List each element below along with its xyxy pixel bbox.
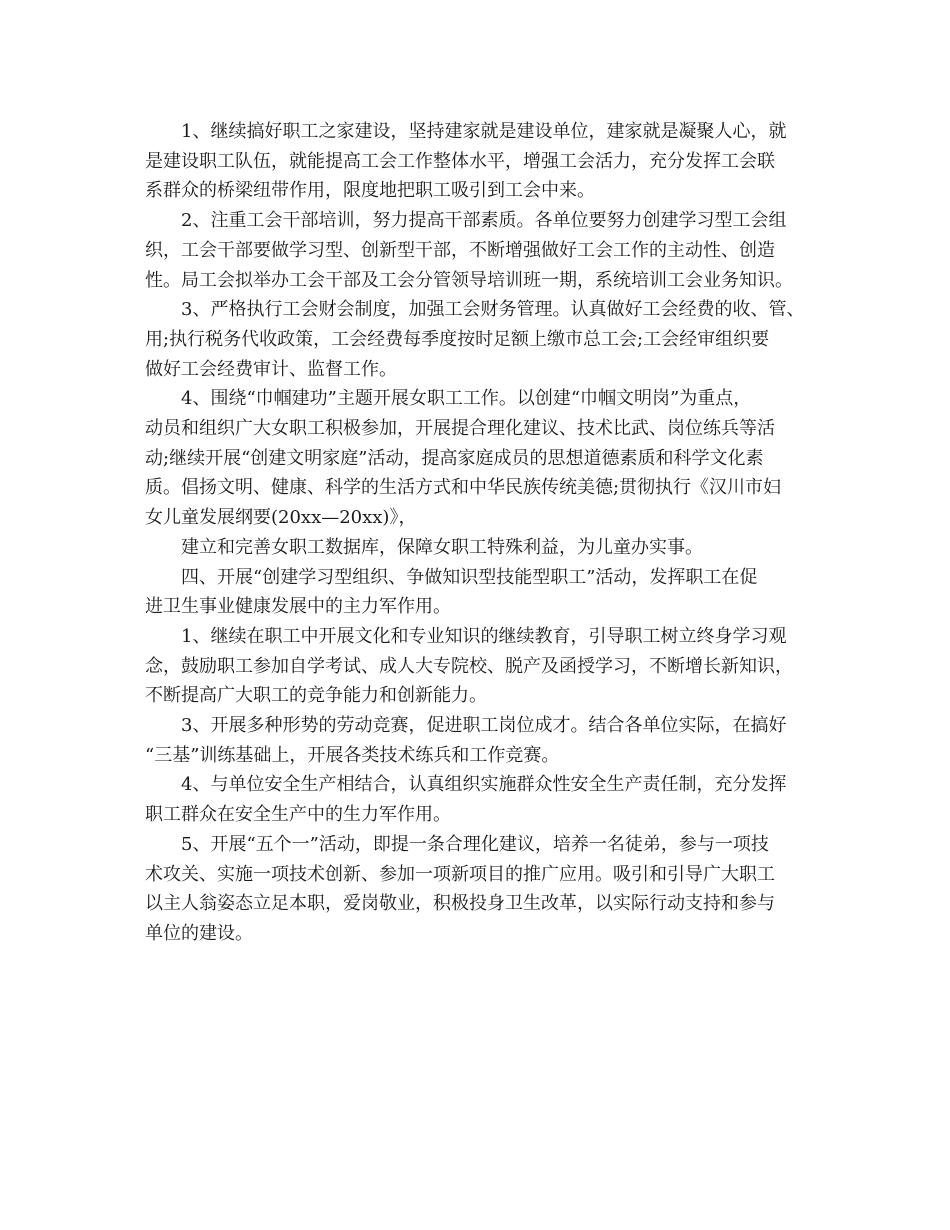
- text-line: 系群众的桥梁纽带作用，限度地把职工吸引到工会中来。: [145, 180, 595, 202]
- text-line: 动员和组织广大女职工积极参加，开展提合理化建议、技术比武、岗位练兵等活: [145, 418, 775, 440]
- text-line: 3、严格执行工会财会制度，加强工会财务管理。认真做好工会经费的收、管、: [181, 299, 805, 321]
- text-line: 用;执行税务代收政策，工会经费每季度按时足额上缴市总工会;工会经审组织要: [145, 328, 770, 350]
- text-line: 4、与单位安全生产相结合，认真组织实施群众性安全生产责任制，充分发挥: [181, 774, 787, 796]
- text-line: 做好工会经费审计、监督工作。: [145, 358, 397, 380]
- paragraph: [145, 622, 825, 711]
- paragraph: [145, 533, 825, 563]
- text-line: 性。局工会拟举办工会干部及工会分管领导培训班一期，系统培训工会业务知识。: [145, 269, 793, 291]
- text-line: 动;继续开展“创建文明家庭”活动，提高家庭成员的思想道德素质和科学文化素: [145, 447, 764, 469]
- paragraph: [145, 563, 825, 622]
- text-line: 4、围绕“巾帼建功”主题开展女职工工作。以创建“巾帼文明岗”为重点，: [181, 388, 752, 410]
- text-line: 不断提高广大职工的竞争能力和创新能力。: [145, 685, 487, 707]
- text-line: 以主人翁姿态立足本职，爱岗敬业，积极投身卫生改革，以实际行动支持和参与: [145, 893, 775, 915]
- text-line: 1、继续在职工中开展文化和专业知识的继续教育，引导职工树立终身学习观: [181, 625, 787, 647]
- text-line: 术攻关、实施一项技术创新、参加一项新项目的推广应用。吸引和引导广大职工: [145, 863, 775, 885]
- paragraph: [145, 384, 825, 533]
- text-line: 建立和完善女职工数据库，保障女职工特殊利益，为儿童办实事。: [181, 536, 703, 558]
- text-line: 5、开展“五个一”活动，即提一条合理化建议，培养一名徒弟，参与一项技: [181, 833, 769, 855]
- paragraph: [145, 206, 825, 295]
- text-line: 单位的建设。: [145, 922, 253, 944]
- paragraph: [145, 711, 825, 770]
- text-line: 四、开展“创建学习型组织、争做知识型技能型职工”活动，发挥职工在促: [181, 566, 758, 588]
- paragraph: [145, 770, 825, 829]
- text-line: 3、开展多种形势的劳动竞赛，促进职工岗位成才。结合各单位实际，在搞好: [181, 715, 787, 737]
- text-line: 织，工会干部要做学习型、创新型干部，不断增强做好工会工作的主动性、创造: [145, 239, 775, 261]
- text-line: 2、注重工会干部培训，努力提高干部素质。各单位要努力创建学习型工会组: [181, 210, 787, 232]
- paragraph: [145, 295, 825, 384]
- document-body: [145, 117, 825, 949]
- text-line: 是建设职工队伍，就能提高工会工作整体水平，增强工会活力，充分发挥工会联: [145, 150, 775, 172]
- text-line: 念，鼓励职工参加自学考试、成人大专院校、脱产及函授学习，不断增长新知识，: [145, 655, 793, 677]
- text-line: 1、继续搞好职工之家建设，坚持建家就是建设单位，建家就是凝聚人心，就: [181, 121, 787, 142]
- paragraph: [145, 117, 825, 206]
- text-line: 质。倡扬文明、健康、科学的生活方式和中华民族传统美德;贯彻执行《汉川市妇: [145, 477, 782, 499]
- paragraph: [145, 830, 825, 949]
- text-line: 职工群众在安全生产中的生力军作用。: [145, 804, 451, 826]
- text-line: “三基”训练基础上，开展各类技术练兵和工作竞赛。: [145, 744, 560, 766]
- text-line: 女儿童发展纲要(20xx—20xx)》，: [145, 507, 417, 529]
- text-line: 进卫生事业健康发展中的主力军作用。: [145, 596, 451, 618]
